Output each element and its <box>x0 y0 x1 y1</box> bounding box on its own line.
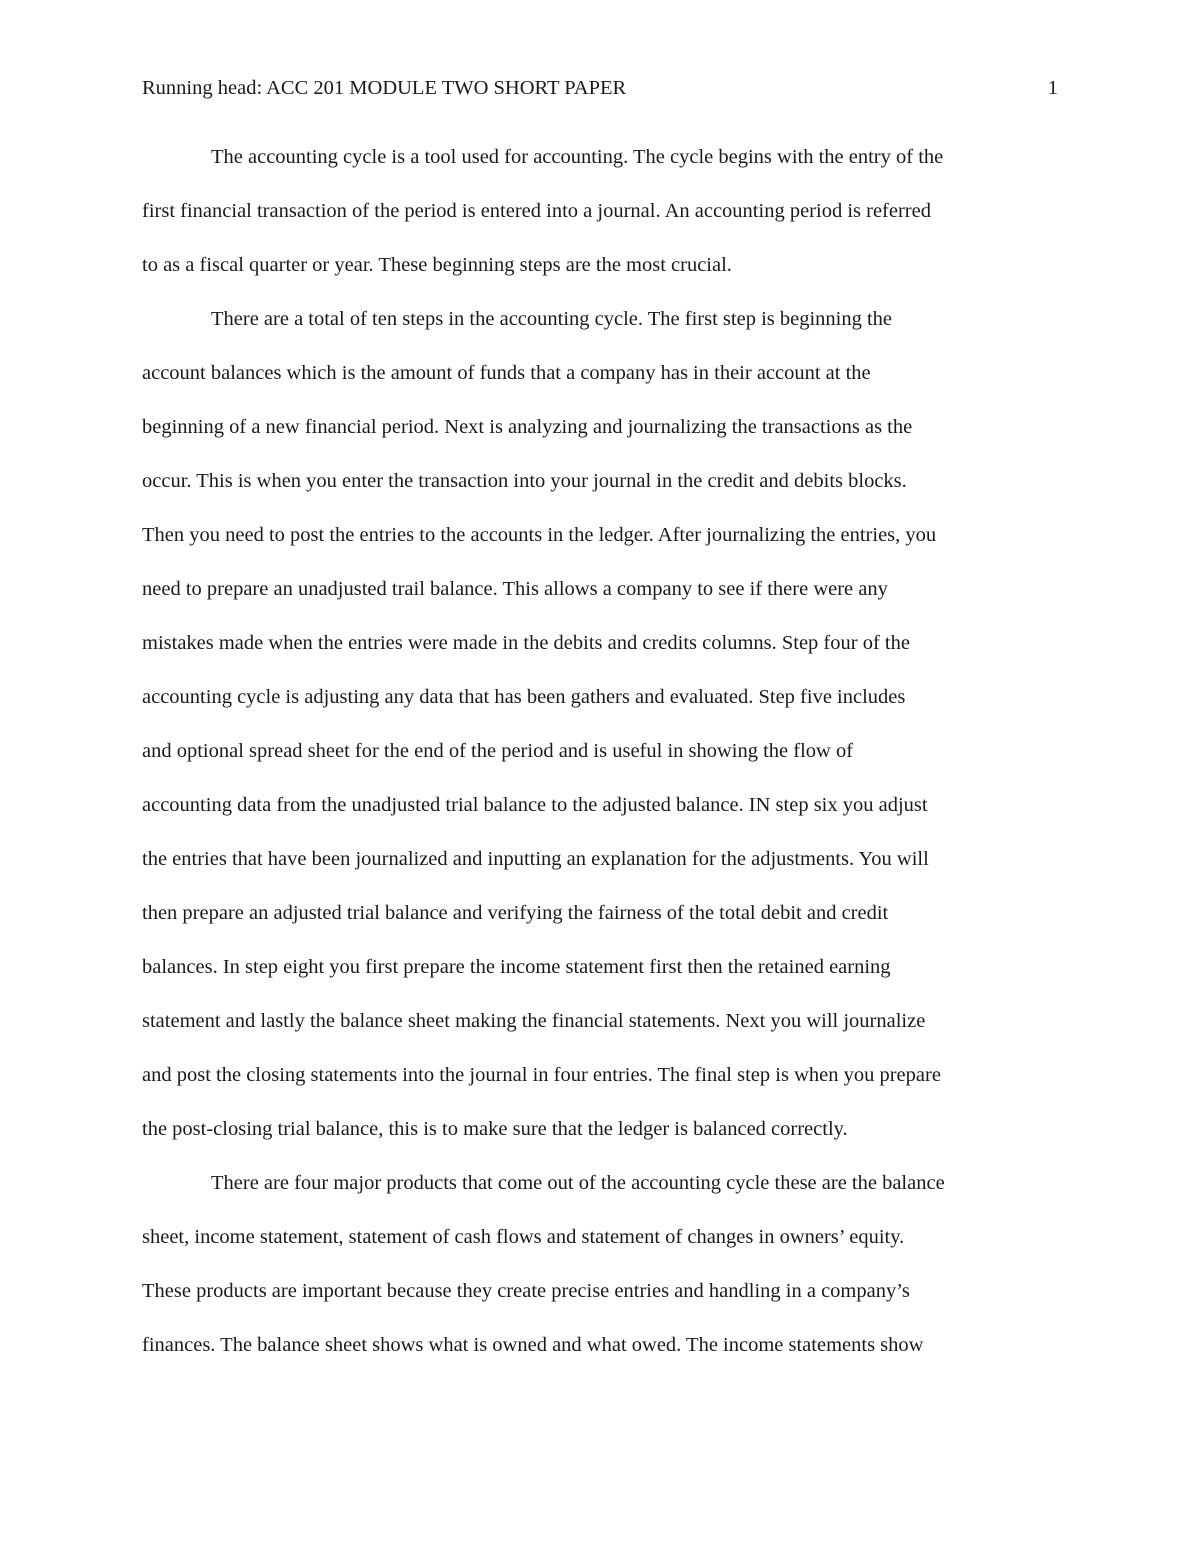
text-line: first financial transaction of the period is entered into a journal. An accounting period is referred <box>142 200 931 222</box>
text-line: then prepare an adjusted trial balance and verifying the fairness of the total debit and credit <box>142 902 889 924</box>
text-line: Then you need to post the entries to the accounts in the ledger. After journalizing the entries, you <box>142 524 937 546</box>
text-line: and post the closing statements into the journal in four entries. The final step is when you prepare <box>142 1064 941 1086</box>
text-line: and optional spread sheet for the end of the period and is useful in showing the flow of <box>142 740 854 762</box>
text-line: accounting cycle is adjusting any data that has been gathers and evaluated. Step five includes <box>142 686 906 708</box>
paragraph-first-line: There are a total of ten steps in the accounting cycle. The first step is beginning the <box>211 308 893 330</box>
text-line: the post-closing trial balance, this is to make sure that the ledger is balanced correctly. <box>142 1118 848 1140</box>
text-line: need to prepare an unadjusted trail balance. This allows a company to see if there were any <box>142 578 888 600</box>
text-line: These products are important because they create precise entries and handling in a company’s <box>142 1280 910 1302</box>
body-text <box>142 130 1062 1372</box>
text-line: to as a fiscal quarter or year. These beginning steps are the most crucial. <box>142 254 732 276</box>
paragraph-first-line: There are four major products that come out of the accounting cycle these are the balance <box>211 1172 945 1194</box>
page-header <box>142 74 1058 102</box>
text-line: account balances which is the amount of funds that a company has in their account at the <box>142 362 871 384</box>
text-line: statement and lastly the balance sheet making the financial statements. Next you will journalize <box>142 1010 926 1032</box>
text-line: accounting data from the unadjusted trial balance to the adjusted balance. IN step six you adjust <box>142 794 928 816</box>
running-head: Running head: ACC 201 MODULE TWO SHORT PAPER <box>142 77 627 99</box>
page-number: 1 <box>1047 77 1058 99</box>
text-line: mistakes made when the entries were made in the debits and credits columns. Step four of the <box>142 632 910 654</box>
text-line: the entries that have been journalized and inputting an explanation for the adjustments. You will <box>142 848 929 870</box>
text-line: finances. The balance sheet shows what is owned and what owed. The income statements show <box>142 1334 924 1356</box>
text-line: balances. In step eight you first prepare the income statement first then the retained earning <box>142 956 891 978</box>
text-line: beginning of a new financial period. Next is analyzing and journalizing the transactions as the <box>142 416 913 438</box>
paragraph-first-line: The accounting cycle is a tool used for accounting. The cycle begins with the entry of the <box>211 146 944 168</box>
text-line: occur. This is when you enter the transaction into your journal in the credit and debits blocks. <box>142 470 907 492</box>
text-line: sheet, income statement, statement of cash flows and statement of changes in owners’ equity. <box>142 1226 905 1248</box>
